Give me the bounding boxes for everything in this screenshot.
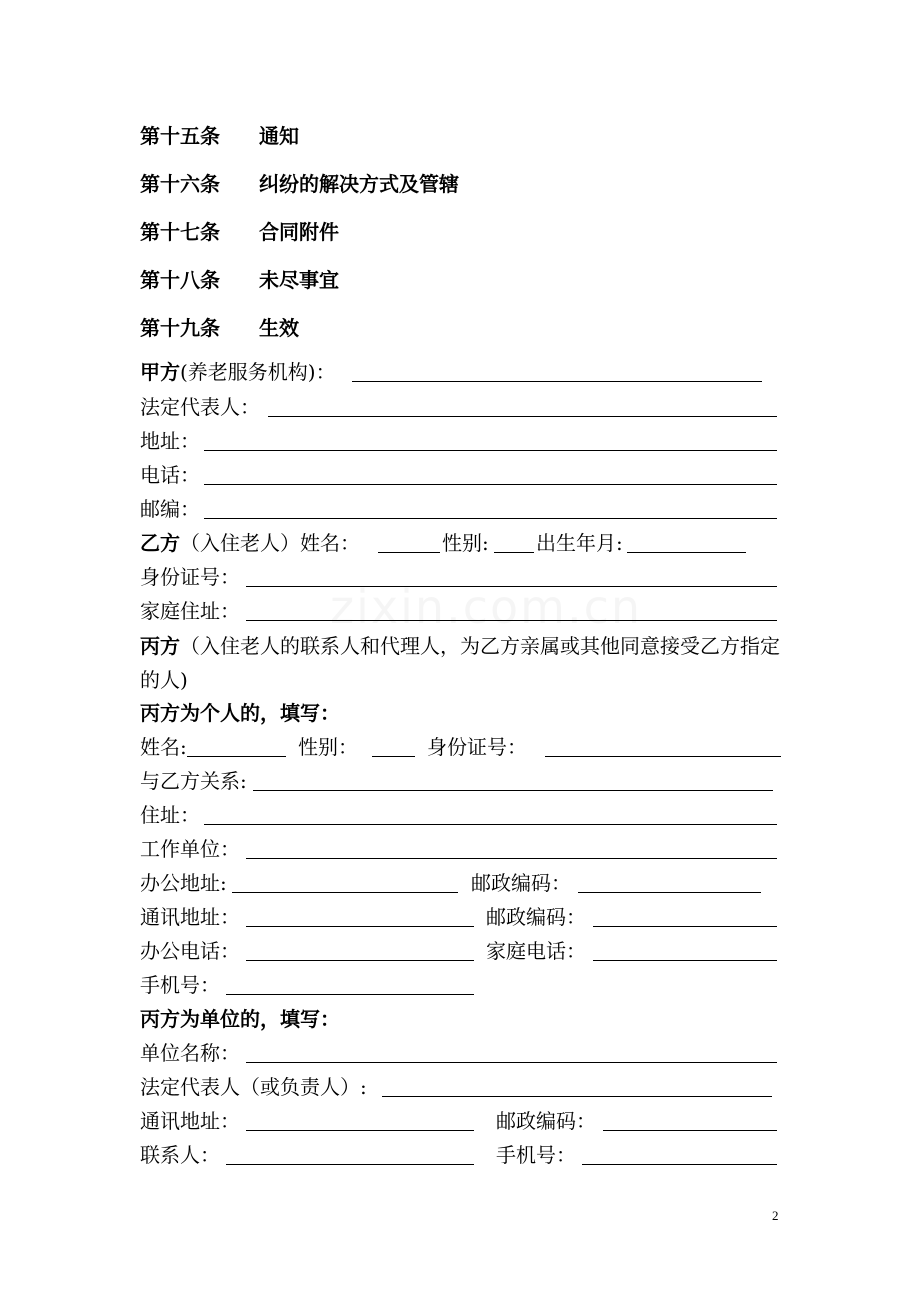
party-b-home-field[interactable] [246, 620, 777, 621]
org-name-label: 单位名称： [140, 1041, 240, 1065]
employer-field[interactable] [246, 858, 777, 859]
name-label: 姓名: [140, 735, 187, 759]
party-a-name-row [140, 357, 800, 387]
party-b-birth-label: 出生年月: [536, 531, 623, 555]
org-mail-row [140, 1106, 800, 1136]
party-b-gender-field[interactable] [494, 552, 534, 553]
relation-field[interactable] [253, 790, 773, 791]
org-name-field[interactable] [246, 1062, 777, 1063]
postcode-label: 邮编： [140, 497, 200, 521]
party-b-id-field[interactable] [246, 586, 777, 587]
employer-label: 工作单位： [140, 837, 240, 861]
article-number: 第十八条 [140, 268, 220, 292]
party-b-name-label: （入住老人）姓名： [180, 531, 360, 555]
org-postcode-field[interactable] [603, 1130, 777, 1131]
office-address-label: 办公地址: [140, 871, 227, 895]
id-label: 身份证号： [140, 565, 240, 589]
mobile-row [140, 970, 800, 1000]
home-address-label: 家庭住址： [140, 599, 240, 623]
residence-field[interactable] [204, 824, 777, 825]
party-a-phone-field[interactable] [204, 484, 777, 485]
party-b-id-row [140, 562, 800, 592]
mobile-field[interactable] [226, 994, 474, 995]
phone-label: 电话： [140, 463, 200, 487]
party-a-title: 甲方 [140, 360, 180, 384]
org-mobile-field[interactable] [582, 1164, 777, 1165]
party-a-address-row [140, 426, 800, 456]
party-a-legal-rep-row [140, 392, 800, 422]
party-b-home-row [140, 596, 800, 626]
party-a-name-field[interactable] [352, 381, 762, 382]
party-a-note: (养老服务机构)： [180, 360, 336, 384]
id-label: 身份证号： [427, 735, 527, 759]
article-number: 第十五条 [140, 124, 220, 148]
party-b-row [140, 528, 800, 558]
postcode-label: 邮政编码： [486, 905, 586, 929]
party-a-postcode-field[interactable] [204, 518, 777, 519]
legal-rep-label: 法定代表人： [140, 395, 260, 419]
party-c-name-field[interactable] [187, 756, 286, 757]
party-b-birth-field[interactable] [627, 552, 746, 553]
address-label: 地址： [140, 429, 200, 453]
party-c-title: 丙方 [140, 634, 180, 658]
party-c-gender-field[interactable] [372, 756, 415, 757]
article-title: 合同附件 [259, 220, 339, 244]
article-16 [140, 169, 459, 199]
party-a-postcode-row [140, 494, 800, 524]
office-phone-label: 办公电话： [140, 939, 240, 963]
mail-address-field[interactable] [246, 926, 474, 927]
contact-field[interactable] [226, 1164, 474, 1165]
org-legal-rep-field[interactable] [382, 1096, 772, 1097]
contact-label: 联系人： [140, 1143, 220, 1167]
article-title: 未尽事宜 [259, 268, 339, 292]
mail-postcode-field[interactable] [593, 926, 777, 927]
contact-row [140, 1140, 800, 1170]
relation-label: 与乙方关系: [140, 769, 247, 793]
party-c-id-field[interactable] [545, 756, 781, 757]
article-number: 第十六条 [140, 172, 220, 196]
party-b-gender-label: 性别: [442, 531, 489, 555]
org-legal-rep-label: 法定代表人（或负责人）: [140, 1075, 367, 1099]
org-heading-row [140, 1004, 800, 1034]
individual-heading: 丙方为个人的，填写： [140, 701, 340, 725]
office-address-field[interactable] [232, 892, 458, 893]
org-name-row [140, 1038, 800, 1068]
phone-row [140, 936, 800, 966]
article-title: 生效 [259, 316, 299, 340]
postcode-label: 邮政编码： [471, 871, 571, 895]
party-a-phone-row [140, 460, 800, 490]
org-postcode-label: 邮政编码： [496, 1109, 596, 1133]
home-phone-label: 家庭电话： [486, 939, 586, 963]
org-mobile-label: 手机号： [496, 1143, 576, 1167]
mail-address-label: 通讯地址： [140, 905, 240, 929]
article-number: 第十九条 [140, 316, 220, 340]
party-c-desc: （入住老人的联系人和代理人，为乙方亲属或其他同意接受乙方指定的人) [140, 634, 780, 692]
article-title: 纠纷的解决方式及管辖 [259, 172, 459, 196]
office-phone-field[interactable] [246, 960, 474, 961]
article-17 [140, 217, 339, 247]
org-mail-label: 通讯地址： [140, 1109, 240, 1133]
gender-label: 性别： [298, 735, 358, 759]
org-mail-field[interactable] [246, 1130, 474, 1131]
party-a-legal-rep-field[interactable] [268, 416, 777, 417]
article-title: 通知 [259, 124, 299, 148]
employer-row [140, 834, 800, 864]
mobile-label: 手机号： [140, 973, 220, 997]
party-c-description [140, 629, 785, 697]
individual-heading-row [140, 698, 800, 728]
office-address-row [140, 868, 800, 898]
article-number: 第十七条 [140, 220, 220, 244]
article-19 [140, 313, 299, 343]
relation-row [140, 766, 800, 796]
org-heading: 丙方为单位的，填写： [140, 1007, 340, 1031]
party-b-name-field[interactable] [378, 552, 440, 553]
article-18 [140, 265, 339, 295]
article-15 [140, 121, 299, 151]
mail-address-row [140, 902, 800, 932]
home-phone-field[interactable] [593, 960, 777, 961]
party-a-address-field[interactable] [204, 450, 777, 451]
party-b-title: 乙方 [140, 531, 180, 555]
page-number: 2 [772, 1208, 779, 1223]
residence-label: 住址： [140, 803, 200, 827]
party-c-name-row [140, 732, 800, 762]
office-postcode-field[interactable] [578, 892, 761, 893]
org-legal-rep-row [140, 1072, 800, 1102]
residence-row [140, 800, 800, 830]
